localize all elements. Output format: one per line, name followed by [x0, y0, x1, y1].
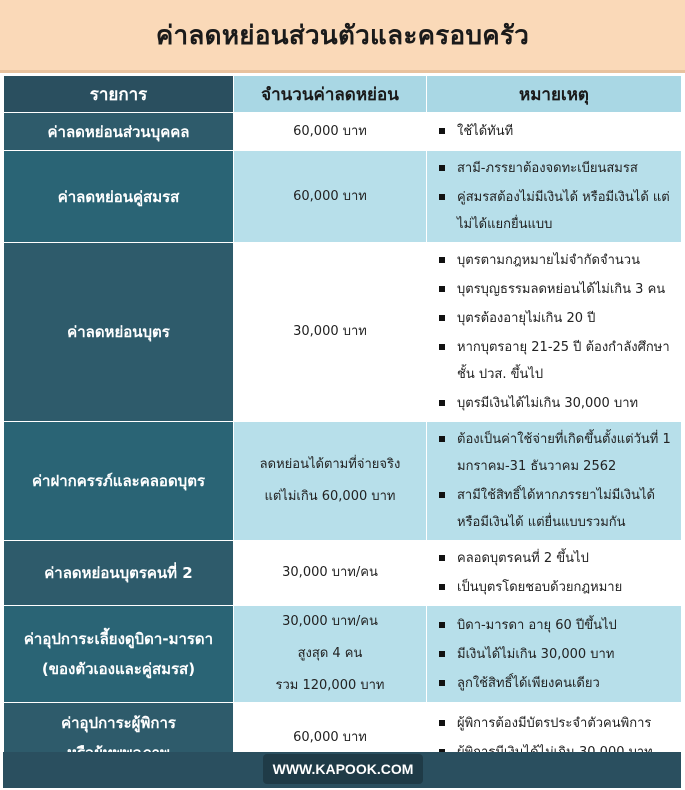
deduction-category [4, 541, 234, 606]
source-label: WWW.KAPOOK.COM [263, 754, 423, 784]
note-item: เป็นบุตรโดยชอบด้วยกฎหมาย [439, 574, 673, 601]
note-item: ผู้พิการต้องมีบัตรประจำตัวคนพิการ [439, 710, 673, 737]
footer-bar [3, 752, 681, 788]
title-bar [0, 0, 685, 70]
note-item: หากบุตรอายุ 21-25 ปี ต้องกำลังศึกษา ชั้น ปวส. ขึ้นไป [439, 334, 673, 388]
deduction-category [4, 151, 234, 243]
notes-list [439, 545, 673, 601]
deduction-amount [234, 606, 427, 703]
table-row [4, 541, 682, 606]
note-item: สามี-ภรรยาต้องจดทะเบียนสมรส [439, 155, 673, 182]
deduction-notes [427, 243, 682, 422]
deduction-amount [234, 113, 427, 151]
deduction-category [4, 113, 234, 151]
notes-list [439, 118, 673, 145]
title-divider [0, 70, 685, 73]
deduction-table [3, 75, 682, 773]
table-row [4, 113, 682, 151]
table-row [4, 606, 682, 703]
header-item: รายการ [4, 76, 234, 113]
amount-line: แต่ไม่เกิน 60,000 บาท [264, 489, 396, 504]
note-item: คู่สมรสต้องไม่มีเงินได้ หรือมีเงินได้ แต่ไม่ได้แยกยื่นแบบ [439, 184, 673, 238]
category-line: ค่าลดหย่อนคู่สมรส [57, 187, 180, 206]
deduction-notes [427, 541, 682, 606]
page-title: ค่าลดหย่อนส่วนตัวและครอบครัว [155, 20, 530, 51]
deduction-amount [234, 541, 427, 606]
category-line: ค่าลดหย่อนส่วนบุคคล [47, 122, 190, 141]
table-row [4, 243, 682, 422]
header-note: หมายเหตุ [427, 76, 682, 113]
deduction-amount [234, 243, 427, 422]
note-item: ใช้ได้ทันที [439, 118, 673, 145]
table-row [4, 151, 682, 243]
amount-line: 60,000 บาท [293, 123, 367, 139]
deduction-category [4, 606, 234, 703]
note-item: ต้องเป็นค่าใช้จ่ายที่เกิดขึ้นตั้งแต่วันที่ 1 มกราคม-31 ธันวาคม 2562 [439, 426, 673, 480]
category-line: (ของตัวเองและคู่สมรส) [41, 660, 196, 678]
amount-line: สูงสุด 4 คน [297, 646, 363, 661]
notes-list [439, 612, 673, 697]
note-item: สามีใช้สิทธิ์ได้หากภรรยาไม่มีเงินได้ หรือมีเงินได้ แต่ยื่นแบบรวมกัน [439, 482, 673, 536]
note-item: มีเงินได้ไม่เกิน 30,000 บาท [439, 641, 673, 668]
deduction-amount [234, 151, 427, 243]
amount-line: รวม 120,000 บาท [275, 678, 385, 693]
category-line: ค่าอุปการะเลี้ยงดูบิดา-มารดา [23, 630, 214, 648]
category-line: ค่าลดหย่อนบุตรคนที่ 2 [44, 564, 193, 582]
amount-line: 30,000 บาท/คน [282, 614, 378, 629]
amount-line: 30,000 บาท [293, 324, 367, 339]
amount-line: 60,000 บาท [293, 729, 367, 745]
deduction-notes [427, 113, 682, 151]
category-line: ค่าอุปการะผู้พิการ [61, 713, 176, 732]
deduction-notes [427, 151, 682, 243]
note-item: บุตรบุญธรรมลดหย่อนได้ไม่เกิน 3 คน [439, 276, 673, 303]
amount-line: 30,000 บาท/คน [282, 565, 378, 580]
deduction-category [4, 243, 234, 422]
deduction-notes [427, 422, 682, 541]
notes-list [439, 155, 673, 238]
amount-line: ลดหย่อนได้ตามที่จ่ายจริง [259, 457, 401, 472]
table-header-row [4, 76, 682, 113]
notes-list [439, 247, 673, 417]
header-amount: จำนวนค่าลดหย่อน [234, 76, 427, 113]
note-item: บุตรต้องอายุไม่เกิน 20 ปี [439, 305, 673, 332]
amount-line: 60,000 บาท [293, 188, 367, 204]
note-item: ลูกใช้สิทธิ์ได้เพียงคนเดียว [439, 670, 673, 697]
notes-list [439, 426, 673, 536]
deduction-notes [427, 606, 682, 703]
deduction-category [4, 422, 234, 541]
note-item: คลอดบุตรคนที่ 2 ขึ้นไป [439, 545, 673, 572]
category-line: ค่าฝากครรภ์และคลอดบุตร [32, 472, 205, 490]
category-line: ค่าลดหย่อนบุตร [67, 323, 170, 341]
note-item: บิดา-มารดา อายุ 60 ปีขึ้นไป [439, 612, 673, 639]
table-row [4, 422, 682, 541]
note-item: บุตรมีเงินได้ไม่เกิน 30,000 บาท [439, 390, 673, 417]
deduction-amount [234, 422, 427, 541]
note-item: บุตรตามกฎหมายไม่จำกัดจำนวน [439, 247, 673, 274]
